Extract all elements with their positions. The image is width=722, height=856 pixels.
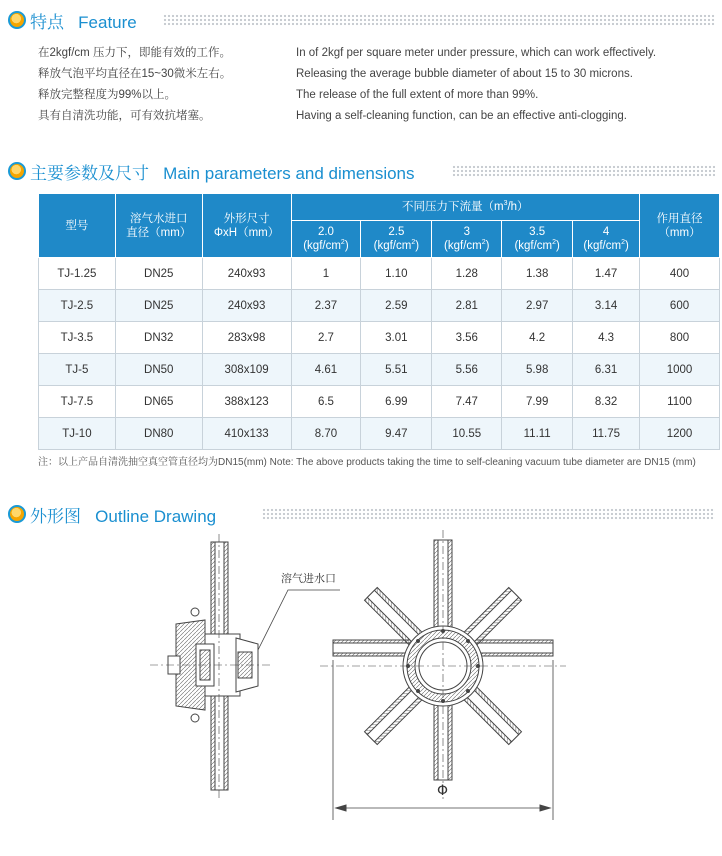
header-pressure: 2.5 $(kgf/cm^2)$ (361, 221, 432, 258)
table-note: 注：以上产品自清洗抽空真空管直径均为DN15(mm) Note: The above products taking the time to self-cleaning vacuum tube diameter are DN15 (mm) (38, 457, 696, 468)
feature-cn-line: 释放完整程度为99%以上。 (38, 89, 177, 101)
params-table (38, 193, 720, 450)
cell-inlet: DN50 (115, 354, 202, 386)
cell-dia: 1000 (640, 354, 720, 386)
section-divider (452, 165, 715, 177)
section-divider (163, 14, 715, 26)
header-pressure: 2.0 $(kgf/cm^2)$ (291, 221, 361, 258)
feature-cn-list (38, 43, 231, 127)
cell-inlet: DN80 (115, 418, 202, 450)
cell-inlet: DN25 (115, 290, 202, 322)
leader-line (258, 590, 340, 650)
feature-en-line: The release of the full extent of more than 99%. (296, 89, 539, 101)
cell-flow: 2.97 (502, 290, 573, 322)
cell-dia: 1200 (640, 418, 720, 450)
feature-cn-line: 在2kgf/cm 压力下，即能有效的工作。 (38, 47, 231, 59)
header-dia: 作用直径 （mm） (640, 194, 720, 258)
cell-flow: 6.31 (573, 354, 640, 386)
cell-flow: 7.47 (432, 386, 502, 418)
inlet-label: 溶气进水口 (281, 573, 336, 585)
header-flow: 不同压力下流量$(m^3/h)$ (291, 194, 640, 221)
cell-dia: 1100 (640, 386, 720, 418)
cell-flow: 7.99 (502, 386, 573, 418)
plan-view (320, 530, 566, 820)
feature-heading (8, 6, 137, 34)
cell-flow: 5.98 (502, 354, 573, 386)
params-heading (8, 157, 415, 185)
cell-flow: 2.7 (291, 322, 361, 354)
cell-inlet: DN32 (115, 322, 202, 354)
params-title: 主要参数及尺寸 Main parameters and dimensions (30, 163, 415, 183)
header-model: 型号 (39, 194, 116, 258)
cell-flow: 6.99 (361, 386, 432, 418)
cell-flow: 1.10 (361, 258, 432, 290)
cell-flow: 3.14 (573, 290, 640, 322)
cell-dia: 600 (640, 290, 720, 322)
cell-flow: 11.11 (502, 418, 573, 450)
diameter-symbol: Φ (437, 783, 449, 799)
cell-flow: 8.70 (291, 418, 361, 450)
cell-flow: 9.47 (361, 418, 432, 450)
section-divider (262, 508, 715, 520)
cell-dia: 400 (640, 258, 720, 290)
cell-model: TJ-5 (39, 354, 116, 386)
feature-cn-line: 释放气泡平均直径在15~30微米左右。 (38, 68, 232, 80)
cell-flow: 4.2 (502, 322, 573, 354)
cell-flow: 4.61 (291, 354, 361, 386)
cell-model: TJ-10 (39, 418, 116, 450)
header-size: 外形尺寸 ΦxH（mm） (202, 194, 291, 258)
table-row (39, 290, 720, 322)
table-row (39, 354, 720, 386)
cell-flow: 4.3 (573, 322, 640, 354)
cell-flow: 1.38 (502, 258, 573, 290)
feature-title: 特点 Feature (30, 12, 137, 32)
feature-en-list (296, 43, 656, 127)
cell-flow: 1.47 (573, 258, 640, 290)
header-pressure: 3.5 $(kgf/cm^2)$ (502, 221, 573, 258)
section-bullet-icon (8, 11, 26, 29)
header-pressure: 3 $(kgf/cm^2)$ (432, 221, 502, 258)
table-row (39, 322, 720, 354)
cell-inlet: DN25 (115, 258, 202, 290)
outline-drawing (0, 520, 722, 856)
cell-size: 240x93 (202, 258, 291, 290)
cell-inlet: DN65 (115, 386, 202, 418)
cell-dia: 800 (640, 322, 720, 354)
cell-model: TJ-7.5 (39, 386, 116, 418)
cell-flow: 1.28 (432, 258, 502, 290)
cell-model: TJ-1.25 (39, 258, 116, 290)
header-pressure: 4 $(kgf/cm^2)$ (573, 221, 640, 258)
cell-size: 388x123 (202, 386, 291, 418)
feature-en-line: Releasing the average bubble diameter of about 15 to 30 microns. (296, 68, 633, 80)
side-view (150, 534, 270, 800)
cell-flow: 5.51 (361, 354, 432, 386)
cell-flow: 11.75 (573, 418, 640, 450)
feature-en-line: Having a self-cleaning function, can be an effective anti-clogging. (296, 110, 627, 122)
header-inlet: 溶气水进口 直径（mm） (115, 194, 202, 258)
cell-model: TJ-3.5 (39, 322, 116, 354)
cell-flow: 2.81 (432, 290, 502, 322)
cell-flow: 10.55 (432, 418, 502, 450)
cell-flow: 2.37 (291, 290, 361, 322)
cell-size: 283x98 (202, 322, 291, 354)
cell-flow: 6.5 (291, 386, 361, 418)
cell-flow: 3.56 (432, 322, 502, 354)
cell-flow: 3.01 (361, 322, 432, 354)
cell-flow: 2.59 (361, 290, 432, 322)
feature-cn-line: 具有自清洗功能，可有效抗堵塞。 (38, 110, 211, 122)
cell-model: TJ-2.5 (39, 290, 116, 322)
cell-flow: 5.56 (432, 354, 502, 386)
section-bullet-icon (8, 162, 26, 180)
cell-size: 240x93 (202, 290, 291, 322)
table-row (39, 418, 720, 450)
table-row (39, 258, 720, 290)
table-row (39, 386, 720, 418)
cell-flow: 8.32 (573, 386, 640, 418)
cell-size: 308x109 (202, 354, 291, 386)
cell-flow: 1 (291, 258, 361, 290)
drawing-title: 外形图 Outline Drawing (30, 506, 217, 526)
cell-size: 410x133 (202, 418, 291, 450)
feature-en-line: In of 2kgf per square meter under pressure, which can work effectively. (296, 47, 657, 59)
